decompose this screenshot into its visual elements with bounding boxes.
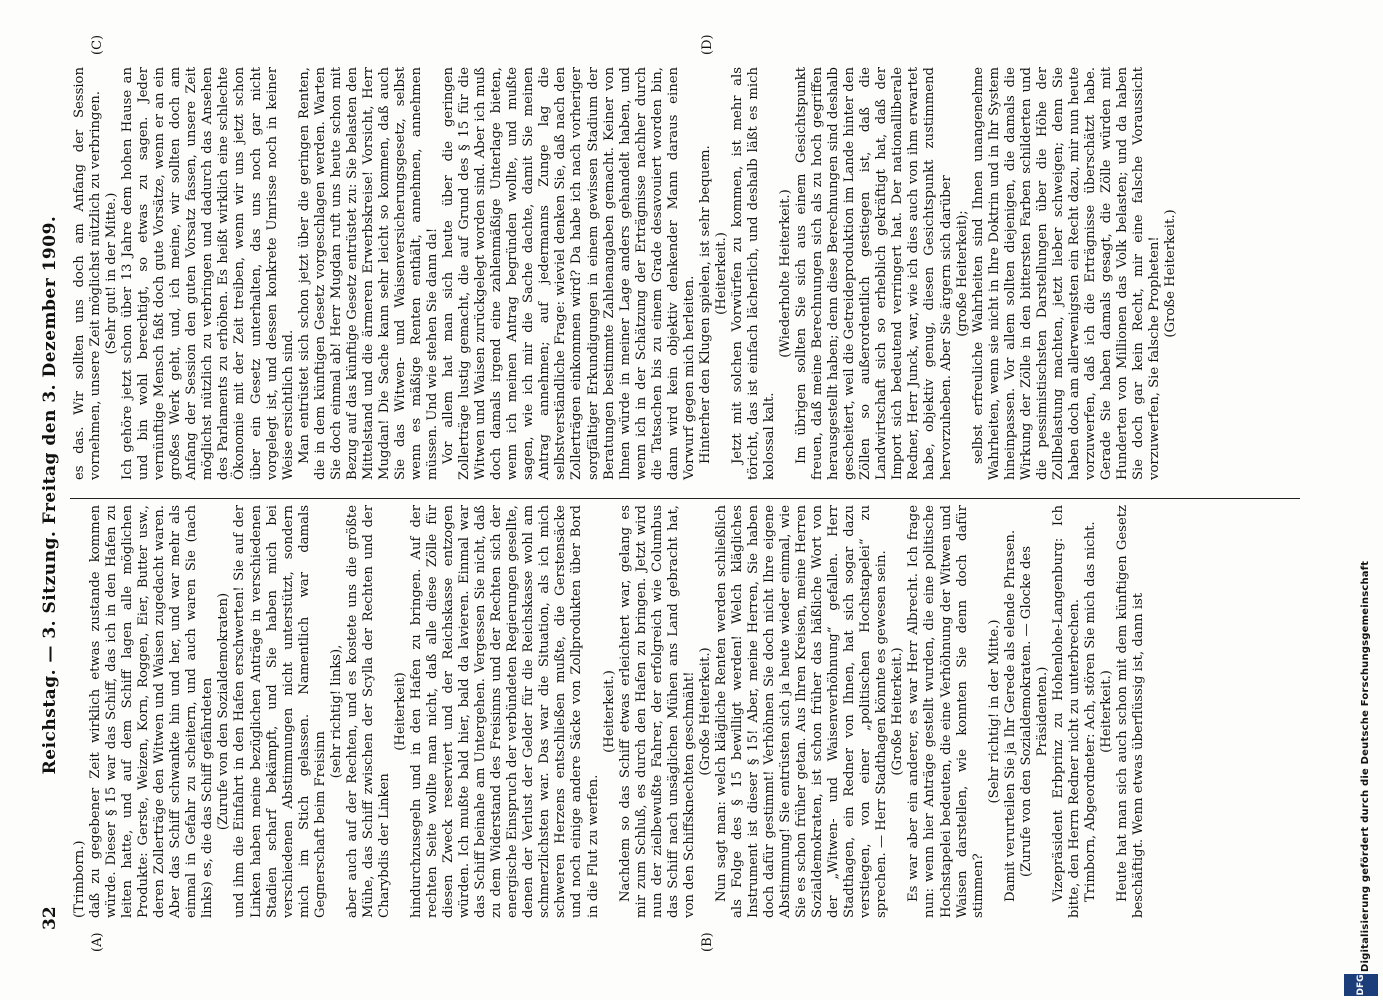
dfg-logo: DFG: [1344, 974, 1378, 996]
digitization-credit: Digitalisierung gefördert durch die Deutsche Forschungsgemeinschaft: [1360, 560, 1371, 972]
paragraph: und ihm die Einfahrt in den Hafen erschwerten! Sie auf der Linken haben meine bezüglichen Anträge in verschiedenen Stadien scharf bekämpft, und Sie haben mich bei verschiedenen Abstimmungen nicht unterstützt, sondern mich im Stich gelassen. Namentlich war damals Gegnerschaft beim Freisinn: [232, 505, 328, 918]
paragraph: Man entrüstet sich schon jetzt über die geringen Renten, die in dem künftigen Gesetz vorgeschlagen werden. Warten Sie doch einmal ab! Herr Mugdan ruft uns heute schon mit Bezug auf das künftige Gesetz entrüstet zu: Sie belasten den Mittelstand und die ärmeren Erwerbskreise! Vorsicht, Herr Mugdan! Die Sache kann sehr leicht so kommen, daß auch Sie das Witwen- und Waisenversicherungsgesetz, selbst wenn es mäßige Renten enthält, annehmen, annehmen müssen. Und wie stehen Sie dann da!: [296, 67, 441, 480]
paragraph: Es war aber ein anderer, es war Herr Albrecht. Ich frage nun: wenn hier Anträge gestellt wurden, die eine politische Hochstapelei bedeuten, die eine Verhöhnung der Witwen und Waisen darstellen, wie konnten Sie denn doch dafür stimmen?: [906, 505, 986, 918]
interjection: (Sehr gut! in der Mitte.): [104, 192, 120, 355]
paragraph: Nachdem so das Schiff etwas erleichtert war, gelang es mir zum Schluß, es durch den Hafen zu bringen. Jetzt wird nun der zielbewußte Fahrer, der erfolgreich wie Columbus das Schiff nach unsäglichen Mühen ans Land gebracht hat, von den Schiffsknechten geschmäht!: [617, 505, 697, 918]
paragraph: Jetzt mit solchen Vorwürfen zu kommen, ist mehr als töricht, das ist einfach lächerlich, und deshalb läßt es mich kolossal kalt.: [729, 67, 778, 480]
interjection: (Zurufe von den Sozialdemokraten. — Glocke des Präsidenten.): [1018, 546, 1050, 877]
paragraph: hindurchzusegeln und in den Hafen zu bringen. Auf der rechten Seite wollte man nicht, daß alle diese Zölle für diesen Zweck reserviert und der Reichskasse entzogen würden. Ich mußte bald hier, bald da lavieren. Einmal war das Schiff beinahe am Untergehen. Vergessen Sie nicht, daß zu dem Widerstand des Freisinns und der Rechten sich der energische Einspruch der verbündeten Regierungen gesellte, denen der Verlust der Gelder für die Reichskasse wohl am schmerzlichsten war. Das war die Situation, als ich mich schweren Herzens entschließen mußte, die Gerstensäcke und noch einige andere Säcke von Zollprodukten über Bord in die Flut zu werfen.: [408, 505, 601, 918]
margin-label-a: (A): [90, 932, 105, 952]
paragraph: Vor allem hat man sich heute über die geringen Zollerträge lustig gemacht, die auf Grund des § 15 für die Witwen und Waisen zurückgelegt worden sind. Aber ich muß doch damals irgend eine zahlenmäßige Unterlage bieten, wenn ich meinen Antrag begründen wollte, und mußte sagen, wie ich mir die Sache dachte, damit Sie meinen Antrag annehmen; auf jedermanns Zunge lag die selbstverständliche Frage: wieviel denken Sie, daß nach den Zollerträgen einkommen wird? Da habe ich nach vorheriger sorgfältiger Erkundigungen in einem gewissen Stadium der Beratungen bestimmte Zahlenangaben gemacht. Keiner von Ihnen würde in meiner Lage anders gehandelt haben, und wenn ich in der Schätzung der Erträgnisse nachher durch die Tatsachen bis zu einem Grade desavouiert worden bin, dann wird kein objektiv denkender Mann daraus einen Vorwurf gegen mich herleiten.: [441, 67, 697, 480]
paragraph: Ich gehöre jetzt schon über 13 Jahre dem hohen Hause an und bin wohl berechtigt, so etwas zu sagen. Jeder vernünftige Mensch faßt doch gute Vorsätze, wenn er an ein großes Werk geht, und, ich meine, wir sollten doch am Anfang der Session den guten Vorsatz fassen, unsere Zeit möglichst nützlich zu verbringen und dadurch das Ansehen des Parlaments zu erhöhen. Es heißt wirklich eine schlechte Ökonomie mit der Zeit treiben, wenn wir uns jetzt schon über ein Gesetz unterhalten, das uns noch gar nicht vorgelegt ist, und dessen konkrete Umrisse noch in keiner Weise ersichtlich sind.: [120, 67, 296, 480]
paragraph: Im übrigen sollten Sie sich aus einem Gesichtspunkt freuen, daß meine Berechnungen sich als zu hoch gegriffen herausgestellt haben; denn diese Berechnungen sind deshalb gescheitert, weil die Getreideproduktion im Lande hinter den Zöllen so außerordentlich gestiegen ist, daß die Landwirtschaft sich so erheblich gekräftigt hat, daß der Import sich bedeutend verringert hat. Der nationalliberale Redner, Herr Junck, war, wie ich dies auch von ihm erwartet habe, objektiv genug, diesen Gesichtspunkt zustimmend hervorzuheben. Aber Sie ärgern sich darüber: [794, 67, 954, 480]
page-header: [40, 60, 66, 930]
margin-label-c: (C): [90, 34, 105, 55]
interjection: (Große Heiterkeit.): [890, 647, 906, 776]
paragraph: Damit verurteilen Sie ja Ihr Gerede als elende Phrasen.: [1002, 529, 1018, 902]
interjection: (Heiterkeit.): [713, 232, 729, 315]
page-number: 32: [40, 906, 60, 930]
interjection: (Große Heiterkeit.): [1163, 209, 1179, 338]
paragraph: Vizepräsident Erbprinz zu Hohenlohe-Langenburg: Ich bitte, den Herrn Redner nicht zu unterbrechen.: [1050, 505, 1082, 918]
margin-label-d: (D): [700, 34, 715, 55]
interjection: (Sehr richtig! in der Mitte.): [986, 619, 1002, 804]
paragraph: Trimborn, Abgeordneter: Ach, stören Sie mich das nicht.: [1082, 521, 1098, 902]
left-text-column: [72, 505, 1147, 918]
margin-label-b: (B): [700, 932, 715, 952]
paragraph: Heute hat man sich auch schon mit dem künftigen Gesetz beschäftigt. Wenn etwas überflüssig ist, dann ist: [1115, 505, 1147, 918]
interjection: (große Heiterkeit);: [954, 210, 970, 337]
page-title: Reichstag. — 3. Sitzung. Freitag den 3. Dezember 1909.: [40, 215, 60, 775]
paragraph: Nun sagt man: welch klägliche Renten werden schließlich als Folge des § 15 bewilligt werden! Welch klägliches Instrument ist dieser § 15! Aber, meine Herren, Sie haben doch dafür gestimmt! Verhöhnen Sie doch nicht Ihre eigene Abstimmung! Sie entrüsten sich ja heute wieder einmal, wie Sie es schon früher getan. Aus Ihren Kreisen, meine Herren Sozialdemokraten, ist schon früher das häßliche Wort von der „Witwen- und Waisenverhöhnung“ gefallen. Herr Stadthagen, ein Redner von Ihnen, hat sich sogar dazu verstiegen, von einer „politischen Hochstapelei“ zu sprechen. — Herr Stadthagen könnte es gewesen sein.: [713, 505, 890, 918]
interjection: (sehr richtig! links),: [328, 644, 344, 779]
paragraph: selbst erfreuliche Wahrheiten sind Ihnen unangenehme Wahrheiten, wenn sie nicht in Ihre Doktrin und in Ihr System hineinpassen. Vor allem sollten diejenigen, die damals die Wirkung der Zölle in den bittersten Farben schilderten und die pessimistischsten Darstellungen über die Höhe der Zollbelastung machten, jetzt lieber schweigen; denn Sie haben doch am allerwenigsten ein Recht dazu, mir nun heute vorzuwerfen, daß ich die Erträgnisse überschätzt habe. Gerade Sie haben damals gesagt, die Zölle würden mit Hunderten von Millionen das Volk belasten; und da haben Sie doch gar kein Recht, mir eine falsche Voraussicht vorzuwerfen, Sie falsche Propheten!: [970, 67, 1163, 480]
right-text-column: [72, 67, 1179, 480]
paragraph: Hinterher den Klugen spielen, ist sehr bequem.: [697, 145, 713, 464]
interjection: (Heiterkeit): [392, 672, 408, 751]
paragraph: aber auch auf der Rechten, und es kostete uns die größte Mühe, das Schiff zwischen der Scylla der Rechten und der Charybdis der Linken: [344, 505, 392, 918]
interjection: (Zurufe von den Sozialdemokraten): [216, 592, 232, 831]
interjection: (Wiederholte Heiterkeit.): [778, 189, 794, 358]
column-divider: [70, 498, 1300, 499]
paragraph: (Trimborn.): [72, 840, 87, 918]
interjection: (Heiterkeit.): [601, 670, 617, 753]
paragraph: daß zu gegebener Zeit wirklich etwas zustande kommen würde. Dieser § 15 war das Schiff, das ich in den Hafen zu leiten hatte, und auf dem Schiff lagen alle möglichen Produkte: Gerste, Weizen, Korn, Roggen, Eier, Butter usw., deren Zollerträge den Witwen und Waisen zugedacht waren. Aber das Schiff schwankte hin und her, und war mehr als einmal in Gefahr zu scheitern, und auch waren Sie (nach links) es, die das Schiff gefährdeten: [88, 505, 216, 918]
interjection: (Große Heiterkeit.): [697, 647, 713, 776]
interjection: (Heiterkeit.): [1099, 670, 1114, 753]
paragraph: es das. Wir sollten uns doch am Anfang der Session vornehmen, unsere Zeit möglichst nützlich zu verbringen.: [72, 67, 104, 480]
